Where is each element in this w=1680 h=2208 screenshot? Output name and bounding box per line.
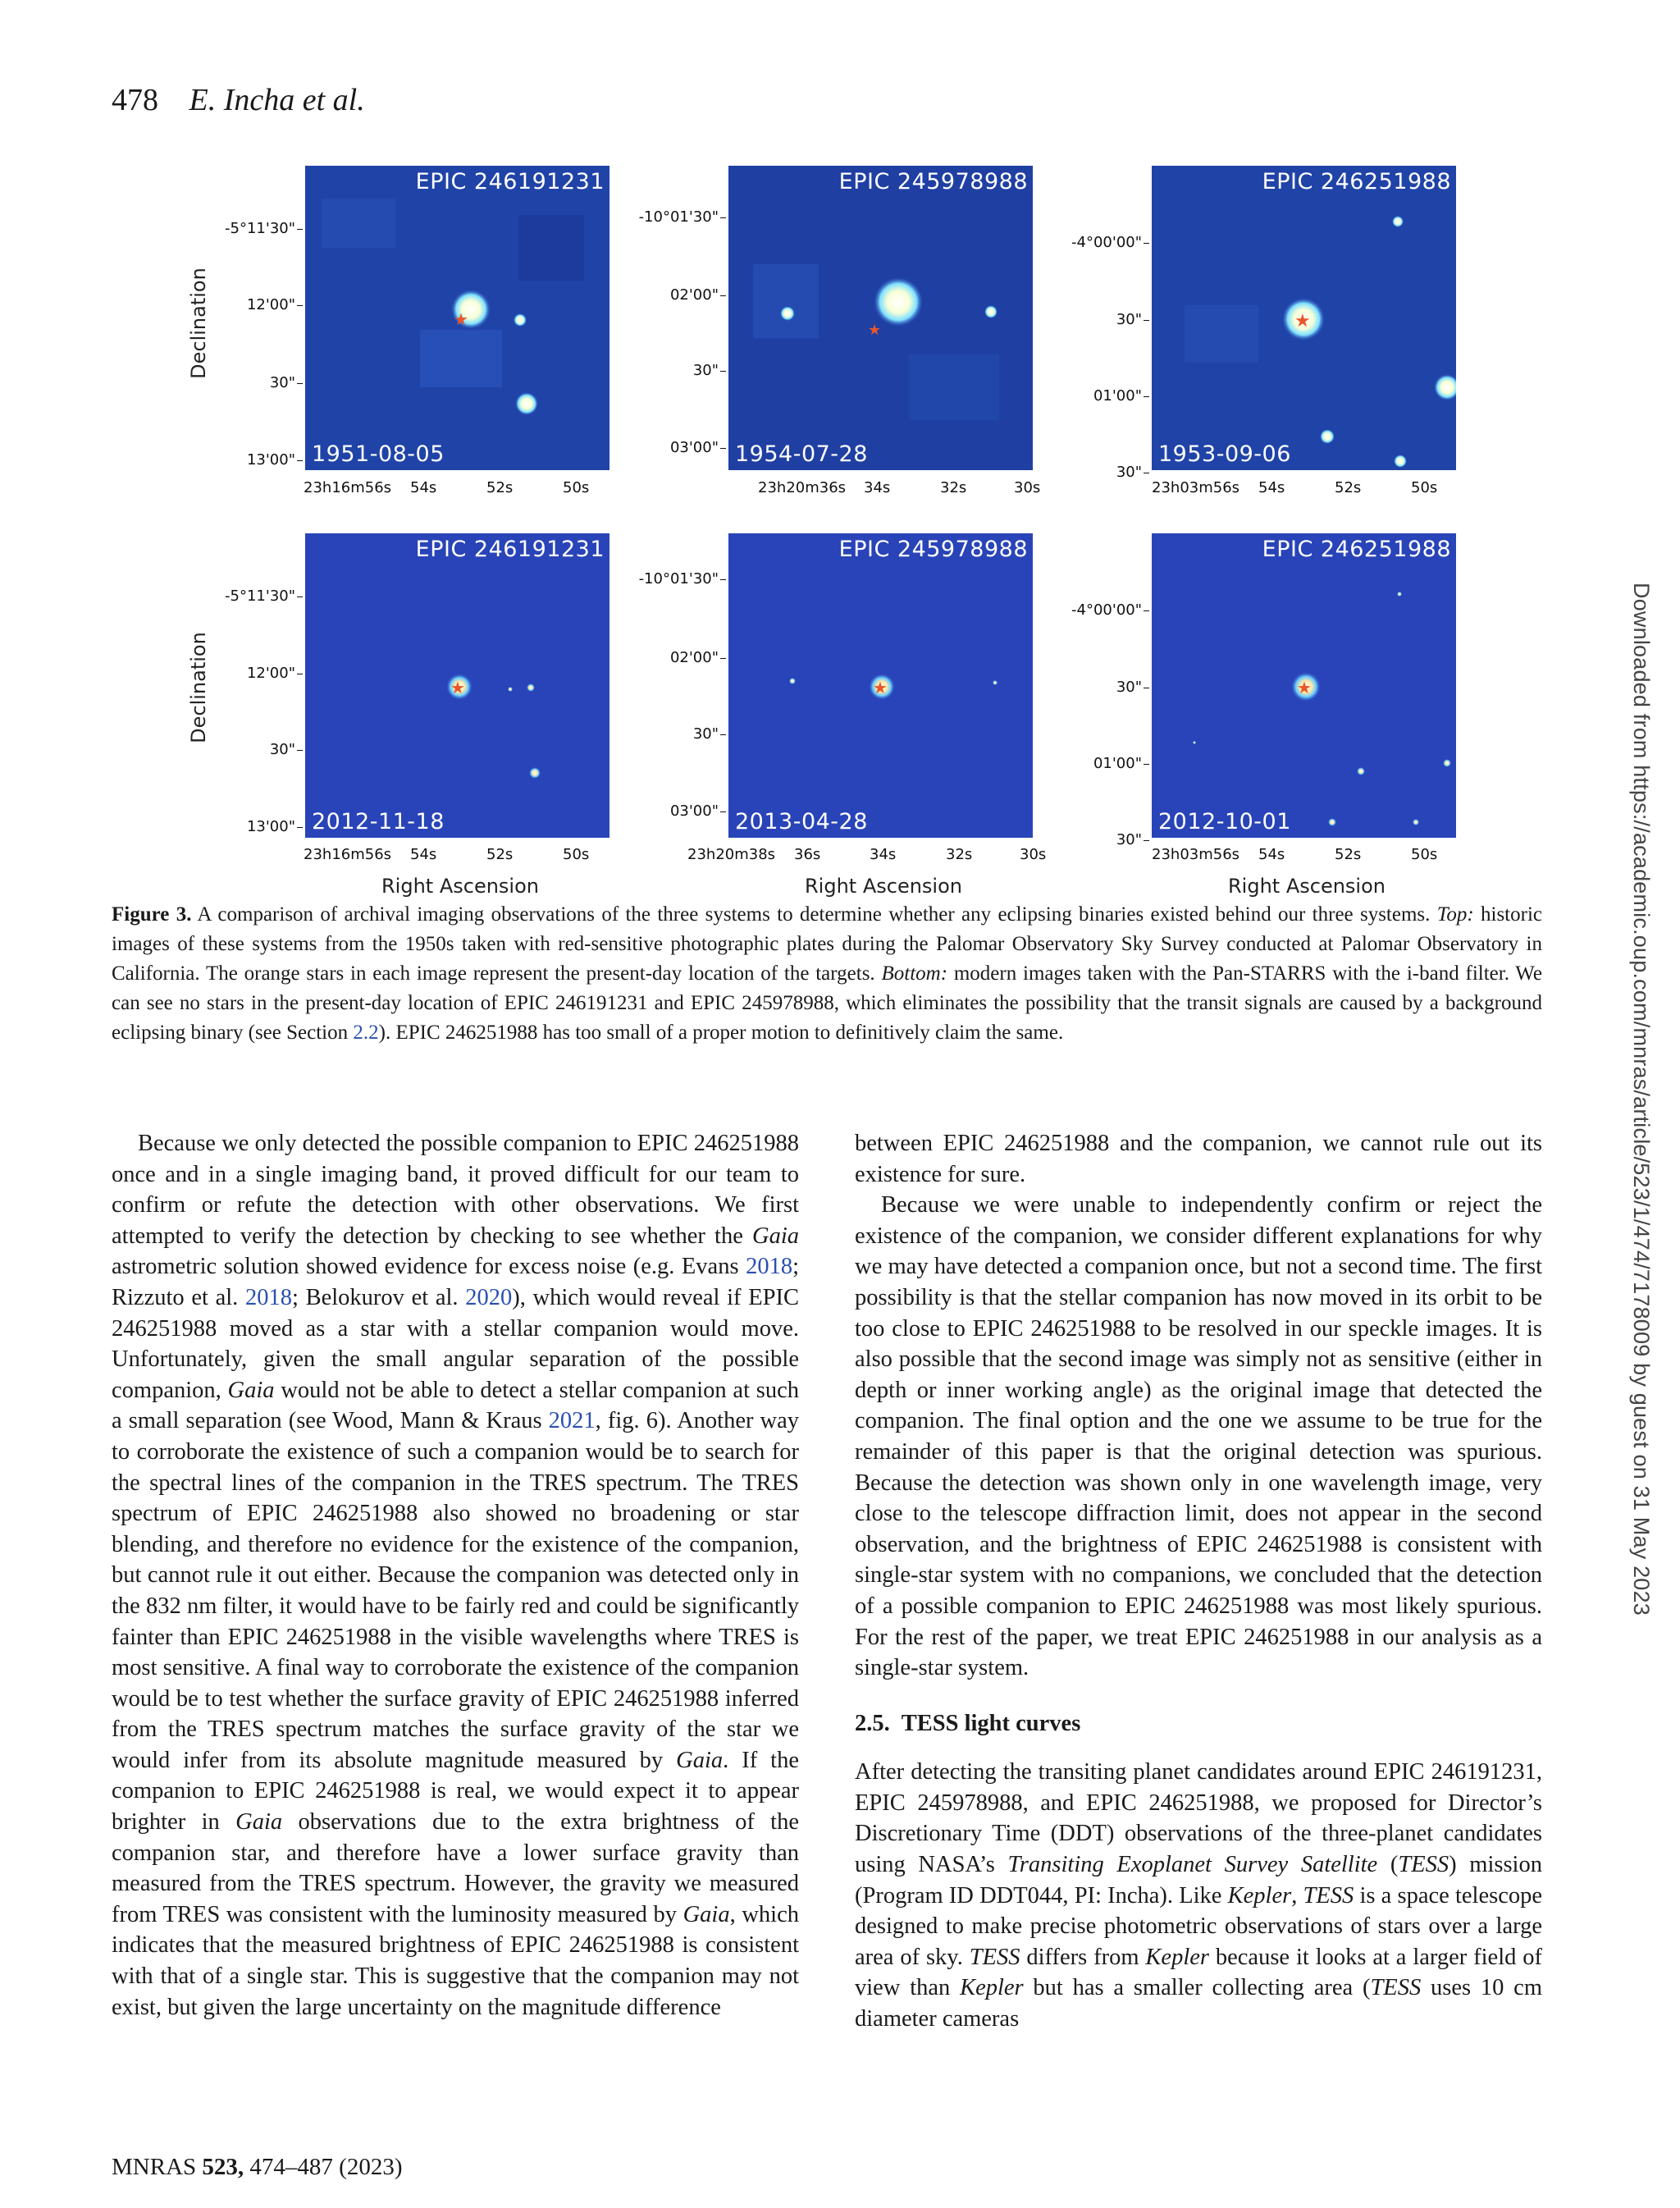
journal-pages: 474–487 (2023) — [249, 2154, 403, 2180]
x-tick: 23h16m56s — [304, 846, 392, 863]
x-tick: 23h03m56s — [1152, 846, 1240, 863]
caption-text: historic images of these systems from the 1950s taken with red-sensitive photographic plates during the Palomar Observatory Sky Survey conducted at Palomar Observatory in California. The orange stars in each image represent the present-day location of the targets. — [112, 903, 1542, 985]
star — [1443, 759, 1451, 767]
caption-label: Figure 3. — [112, 903, 192, 926]
y-tick: 30" — [1035, 464, 1142, 481]
panel-bottom-3 — [1152, 533, 1456, 838]
emph: Transiting Exoplanet Survey Satellite — [1007, 1852, 1378, 1878]
left-column — [112, 1128, 799, 2023]
x-tick: 23h20m36s — [758, 479, 847, 496]
y-tick: 01'00" — [1035, 387, 1142, 405]
text: , — [1291, 1882, 1303, 1909]
x-tick: 32s — [940, 479, 967, 496]
text: differs from — [1020, 1944, 1146, 1970]
x-tick: 52s — [1335, 846, 1362, 863]
emph: Kepler — [1227, 1882, 1292, 1909]
section-heading — [855, 1708, 1542, 1739]
star — [514, 313, 527, 327]
paragraph: between EPIC 246251988 and the companion, we cannot rule out its existence for sure. — [855, 1131, 1542, 1187]
star-marker: ★ — [873, 679, 888, 697]
right-column — [855, 1128, 1542, 2035]
panel-top-2 — [728, 166, 1033, 470]
x-tick: 23h03m56s — [1152, 479, 1240, 496]
star — [874, 277, 923, 327]
text: ; Rizzuto et al. — [112, 1254, 799, 1310]
emph: TESS — [1303, 1882, 1354, 1909]
star — [1392, 216, 1404, 227]
sky-image — [728, 166, 1033, 470]
star — [780, 306, 795, 321]
figure-caption — [112, 900, 1542, 1048]
x-tick: 54s — [1258, 479, 1285, 496]
text: ( — [1377, 1852, 1399, 1878]
journal-name: MNRAS — [112, 2154, 197, 2180]
star-marker: ★ — [868, 322, 882, 338]
sky-image — [728, 533, 1033, 838]
star-marker: ★ — [454, 311, 468, 329]
emph: Gaia — [235, 1809, 283, 1835]
y-tick: 30" — [1035, 679, 1142, 696]
panel-target: EPIC 246191231 — [415, 169, 605, 194]
y-tick: 30" — [189, 741, 295, 758]
y-tick: -4°00'00" — [1035, 234, 1142, 251]
emph: Kepler — [1145, 1944, 1209, 1970]
panel-date: 1953-09-06 — [1158, 441, 1291, 467]
sky-image — [305, 533, 609, 838]
x-tick: 50s — [1411, 846, 1438, 863]
panel-date: 1954-07-28 — [735, 441, 868, 467]
emph: Gaia — [682, 1901, 730, 1927]
star — [1193, 741, 1196, 744]
emph: TESS — [969, 1944, 1020, 1970]
text: observations due to the extra brightness of the companion star, and therefore have a lower surface gravity than measured from the TRES spectrum. However, the gravity we measured from TRES was consistent with the luminosity measured by — [112, 1809, 799, 1927]
y-tick: -10°01'30" — [612, 208, 719, 226]
panel-date: 2012-10-01 — [1158, 809, 1291, 834]
emph: TESS — [1398, 1852, 1449, 1878]
y-tick: 30" — [612, 362, 719, 379]
emph: Gaia — [676, 1747, 724, 1773]
panel-target: EPIC 246251988 — [1262, 537, 1451, 562]
star-marker: ★ — [450, 679, 465, 697]
download-watermark[interactable]: Downloaded from https://academic.oup.com/mnras/article/523/1/474/7178009 by guest on 31 May 2023 — [1629, 583, 1654, 1616]
x-tick: 23h16m56s — [304, 479, 392, 496]
star-marker: ★ — [1297, 679, 1312, 697]
x-tick: 34s — [864, 479, 891, 496]
text: ; Belokurov et al. — [291, 1284, 466, 1310]
y-tick: 30" — [612, 725, 719, 743]
star — [984, 305, 998, 318]
star — [529, 767, 541, 779]
text: would not be able to detect a stellar companion at such a small separation (see Wood, Mann & Kraus — [112, 1377, 800, 1434]
x-tick: 54s — [410, 846, 437, 863]
x-axis-title: Right Ascension — [805, 875, 962, 898]
journal-volume: 523, — [202, 2154, 244, 2180]
y-tick: 13'00" — [189, 451, 295, 469]
star-marker: ★ — [1294, 310, 1311, 331]
star — [1320, 429, 1335, 444]
x-tick: 54s — [1258, 846, 1285, 863]
x-tick: 50s — [1411, 479, 1438, 496]
x-tick: 23h20m38s — [687, 846, 776, 863]
x-axis-title: Right Ascension — [381, 875, 539, 898]
y-tick: 03'00" — [612, 802, 719, 820]
panel-date: 1951-08-05 — [312, 441, 445, 467]
y-tick: 30" — [1035, 831, 1142, 848]
citation-link[interactable]: 2018 — [746, 1254, 793, 1280]
star — [993, 680, 998, 685]
section-link[interactable]: 2.2 — [353, 1022, 379, 1044]
star — [1397, 592, 1402, 597]
y-tick: -4°00'00" — [1035, 601, 1142, 619]
panel-target: EPIC 245978988 — [838, 537, 1028, 562]
star — [1357, 767, 1365, 775]
citation-link[interactable]: 2018 — [244, 1284, 292, 1310]
text: ) mission (Program ID DDT044, PI: Incha). Like — [855, 1852, 1542, 1909]
emph: TESS — [1370, 1975, 1422, 2001]
y-tick: 30" — [1035, 311, 1142, 328]
y-axis-title: Declination — [187, 632, 210, 743]
y-tick: 12'00" — [189, 665, 295, 682]
star — [1413, 819, 1419, 825]
caption-top-label: Top: — [1436, 903, 1474, 926]
panel-top-1 — [305, 166, 609, 470]
y-axis-title: Declination — [187, 267, 210, 379]
y-tick: 30" — [189, 374, 295, 391]
text: . If the companion to EPIC 246251988 is real, we would expect it to appear brighter in — [112, 1747, 799, 1835]
star — [1394, 455, 1407, 468]
sky-image — [1152, 533, 1456, 838]
star — [515, 392, 538, 415]
emph: Gaia — [227, 1377, 275, 1403]
x-tick: 30s — [1014, 479, 1041, 496]
caption-text: A comparison of archival imaging observations of the three systems to determine whether any eclipsing binaries existed behind our three systems. — [191, 903, 1437, 926]
star — [527, 683, 535, 692]
y-tick: -5°11'30" — [189, 220, 295, 237]
sky-image — [305, 166, 609, 470]
panel-target: EPIC 246191231 — [415, 537, 605, 562]
x-tick: 54s — [410, 479, 437, 496]
panel-date: 2013-04-28 — [735, 809, 868, 834]
star — [1328, 818, 1336, 826]
y-tick: 03'00" — [612, 439, 719, 456]
panel-bottom-2 — [728, 533, 1033, 838]
paragraph — [112, 1128, 799, 2023]
emph: Kepler — [960, 1975, 1024, 2001]
x-tick: 52s — [486, 846, 514, 863]
y-tick: 12'00" — [189, 296, 295, 313]
citation-link[interactable]: 2020 — [465, 1284, 513, 1310]
text: , fig. 6). Another way to corroborate the existence of such a companion would be to search for the spectral lines of the companion in the TRES spectrum. The TRES spectrum of EPIC 246251988 also showed no broadening or star blending, and therefore no evidence for the existence of the companion, but cannot rule it out either. Because the companion was detected only in the 832 nm filter, it would have to be fairly red and could be significantly fainter than EPIC 246251988 in the visible wavelengths where TRES is most sensitive. A final way to corroborate the existence of the companion would be to test whether the surface gravity of EPIC 246251988 inferred from the TRES spectrum matches the surface gravity of the star we would infer from its absolute magnitude measured by — [112, 1408, 800, 1773]
y-tick: 02'00" — [612, 286, 719, 304]
text: , which indicates that the measured brightness of EPIC 246251988 is consistent with that of a single star. This is suggestive that the companion may not exist, but given the large uncertainty on the magnitude difference — [112, 1901, 799, 2020]
caption-bottom-label: Bottom: — [881, 962, 948, 985]
caption-text: ). EPIC 246251988 has too small of a proper motion to definitively claim the same. — [378, 1022, 1064, 1044]
paragraph — [855, 1757, 1542, 2034]
text: uses 10 cm diameter cameras — [855, 1975, 1543, 2032]
section-title: TESS light curves — [901, 1710, 1081, 1736]
panel-target: EPIC 245978988 — [838, 169, 1028, 194]
text: After detecting the transiting planet candidates around EPIC 246191231, EPIC 245978988, and EPIC 246251988, we proposed for Director’s Discretionary Time (DDT) observations of the three-planet candidates using NASA’s — [855, 1759, 1542, 1878]
figure-3 — [0, 0, 1680, 911]
panel-date: 2012-11-18 — [312, 809, 445, 834]
x-axis-title: Right Ascension — [1228, 875, 1386, 898]
x-tick: 36s — [794, 846, 821, 863]
y-tick: -10°01'30" — [612, 570, 719, 587]
star — [789, 678, 796, 684]
page-number: 478 — [112, 83, 158, 117]
text: is a space telescope designed to make precise photometric observations of stars over a large area of sky. — [855, 1882, 1542, 1970]
x-tick: 30s — [1020, 846, 1047, 863]
panel-bottom-1 — [305, 533, 609, 838]
x-tick: 50s — [563, 846, 590, 863]
y-tick: 01'00" — [1035, 755, 1142, 772]
star — [508, 687, 513, 692]
text: ), which would reveal if EPIC 246251988 moved as a star with a stellar companion would move. Unfortunately, given the small angular separation of the possible companion, — [112, 1284, 799, 1403]
x-tick: 50s — [563, 479, 590, 496]
x-tick: 32s — [946, 846, 973, 863]
text: but has a smaller collecting area ( — [1023, 1975, 1371, 2001]
y-tick: 02'00" — [612, 649, 719, 666]
text: Because we only detected the possible companion to EPIC 246251988 once and in a single imaging band, it proved difficult for our team to confirm or refute the detection with other observations. We first attempted to verify the detection by checking to see whether the — [112, 1131, 799, 1249]
text: because it looks at a larger field of view than — [855, 1944, 1543, 2001]
caption-text: modern images taken with the Pan-STARRS with the i-band filter. We can see no stars in the present-day location of EPIC 246191231 and EPIC 245978988, which eliminates the possibility that the transit signals are caused by a background eclipsing binary (see Section — [112, 962, 1542, 1044]
paragraph: Because we were unable to independently confirm or reject the existence of the companion, we consider different explanations for why we may have detected a companion once, but not a second time. The first possibility is that the stellar companion has now moved in its orbit to be too close to EPIC 246251988 to be resolved in our speckle images. It is also possible that the second image was simply not as sensitive (either in depth or inner working angle) as the original image that detected the companion. The final option and the one we assume to be true for the remainder of this paper is that the original detection was spurious. Because the detection was shown only in one wavelength image, very close to the telescope diffraction limit, does not appear in the second observation, and the brightness of EPIC 246251988 is consistent with single-star system with no companions, we concluded that the detection of a possible companion to EPIC 246251988 was most likely spurious. For the rest of the paper, we treat EPIC 246251988 in our analysis as a single-star system. — [855, 1192, 1542, 1681]
text: astrometric solution showed evidence for excess noise (e.g. Evans — [112, 1254, 746, 1280]
panel-top-3 — [1152, 166, 1456, 470]
y-tick: 13'00" — [189, 818, 295, 835]
running-authors: E. Incha et al. — [189, 83, 365, 117]
emph: Gaia — [752, 1223, 799, 1249]
page-footer — [112, 2154, 402, 2181]
panel-target: EPIC 246251988 — [1262, 169, 1451, 194]
y-tick: -5°11'30" — [189, 587, 295, 605]
x-tick: 34s — [870, 846, 897, 863]
sky-image — [1152, 166, 1456, 470]
citation-link[interactable]: 2021 — [548, 1408, 596, 1434]
x-tick: 52s — [486, 479, 514, 496]
x-tick: 52s — [1335, 479, 1362, 496]
section-number: 2.5. — [855, 1710, 890, 1736]
